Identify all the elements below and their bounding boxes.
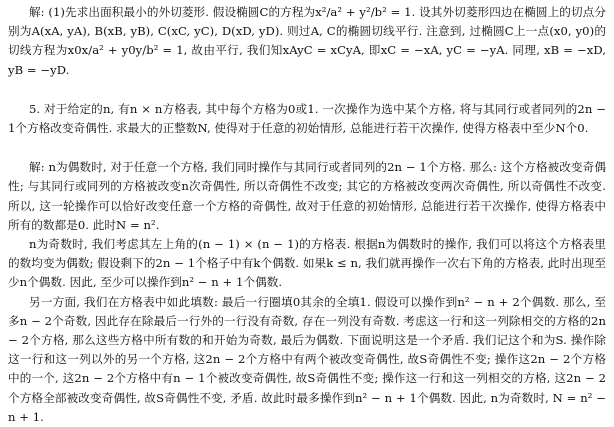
paragraph-spacer — [8, 80, 606, 100]
paragraph-spacer — [8, 138, 606, 158]
solution-5-paragraph-1: 解: n为偶数时, 对于任意一个方格, 我们同时操作与其同行或者同列的2n − 1个方格. 那么: 这个方格被改变奇偶性; 与其同行或同列的方格被改变n次奇偶性, 所以奇偶性不改变; 其它的方格被改变两次奇偶性, 所以奇偶性不改变. 所以, 这一轮操作可以恰好改变任意一个方格的奇偶性, 故对于任意的初始情形, 总能进行若干次操作, 使得方格表中所有的数都是0. 此时N = n². — [8, 160, 606, 232]
solution-1-paragraph: 解: (1)先求出面积最小的外切菱形. 假设椭圆C的方程为x²/a² + y²/b² = 1. 设其外切菱形四边在椭圆上的切点分别为A(xA, yA), B(xB, yB), C(xC, yC), D(xD, yD). 则过A, C的椭圆切线平行. 注意到, 过椭圆C上一点(x0, y0)的切线方程为x0x/a² + y0y/b² = 1, 故由平行, 我们知xAyC = xCyA, 即xC = −xA, yC = −yA. 同理, xB = −xD, yB = −yD. — [8, 5, 606, 77]
problem-5-statement: 5. 对于给定的n, 有n × n方格表, 其中每个方格为0或1. 一次操作为选中某个方格, 将与其同行或者同列的2n − 1个方格改变奇偶性. 求最大的正整数N, 使得对于任意的初始情形, 总能进行若干次操作, 使得方格表中至少N个0. — [8, 101, 606, 136]
solution-5-paragraph-2: n为奇数时, 我们考虑其左上角的(n − 1) × (n − 1)的方格表. 根据n为偶数时的操作, 我们可以将这个方格表里的数均变为偶数; 假设剩下的2n − 1个格子中有k个偶数. 如果k ≤ n, 我们就再操作一次右下角的方格表, 此时出现至少n个偶数. 因此, 至少可以操作到n² − n + 1个偶数. — [8, 237, 606, 290]
solution-5-paragraph-3: 另一方面, 我们在方格表中如此填数: 最后一行圈填0其余的全填1. 假设可以操作到n² − n + 2个偶数. 那么, 至多n − 2个奇数, 因此存在除最后一行外的一行没有奇数, 存在一列没有奇数. 考虑这一行和这一列除相交的方格的2n − 2个方格, 那么这些方格中所有数的和开始为奇数, 最后为偶数. 下面说明这是一个矛盾. 我们记这个和为S. 操作除这一行和这一列以外的另一个方格, 这2n − 2个方格中有两个被改变奇偶性, 故S奇偶性不变; 操作这2n − 2个方格中的一个, 这2n − 2个方格中有n − 1个被改变奇偶性, 故S奇偶性不变; 操作这一行和这一列相交的方格, 这2n − 2个方格全部被改变奇偶性, 故S奇偶性不变, 矛盾. 故此时最多操作到n² − n + 1个偶数. 因此, n为奇数时, N = n² − n + 1. — [8, 294, 606, 424]
